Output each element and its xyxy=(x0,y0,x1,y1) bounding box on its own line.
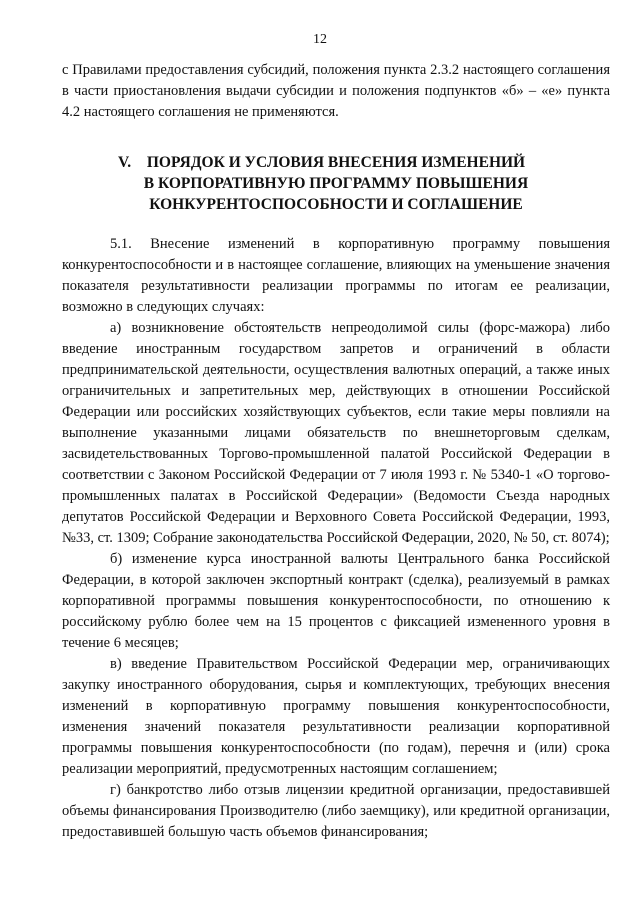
document-body xyxy=(62,60,610,843)
section-heading xyxy=(62,152,610,215)
paragraph-b: б) изменение курса иностранной валюты Центрального банка Российской Федерации, в которой заключен экспортный контракт (сделка), реализуемый в рамках корпоративной программы повышения конкурентоспособности, по отношению к российскому рублю более чем на 15 процентов с фиксацией измененного уровня в течение 6 месяцев; xyxy=(62,551,610,651)
section-number: V. xyxy=(118,154,132,171)
paragraph-v: в) введение Правительством Российской Федерации мер, ограничивающих закупку иностранного оборудования, сырья и комплектующих, требующих внесения изменений в корпоративную программу повышения конкурентоспособности, изменения значений показателя результативности реализации корпоративной программы повышения конкурентоспособности (по годам), перечня и (или) срока реализации мероприятий, предусмотренных настоящим соглашением; xyxy=(62,656,610,777)
paragraph-a: а) возникновение обстоятельств непреодолимой силы (форс-мажора) либо введение иностранным государством запретов и ограничений в области предпринимательской деятельности, осуществления валютных операций, а также иных ограничительных и запретительных мер, действующих в отношении Российской Федерации или российских хозяйствующих субъектов, если такие меры повлияли на выполнение указанными лицами обязательств по внешнеторговым сделкам, засвидетельствованных Торгово-промышленной палатой Российской Федерации в соответствии с Законом Российской Федерации от 7 июля 1993 г. № 5340-1 «О торгово-промышленных палатах в Российской Федерации» (Ведомости Съезда народных депутатов Российской Федерации и Верховного Совета Российской Федерации, 1993, №33, ст. 1309; Собрание законодательства Российской Федерации, 2020, № 50, ст. 8074); xyxy=(62,320,610,546)
section-title-line-3: КОНКУРЕНТОСПОСОБНОСТИ И СОГЛАШЕНИЕ xyxy=(149,196,523,213)
section-title-line-1: ПОРЯДОК И УСЛОВИЯ ВНЕСЕНИЯ ИЗМЕНЕНИЙ xyxy=(146,154,526,171)
paragraph-5-1: 5.1. Внесение изменений в корпоративную программу повышения конкурентоспособности и в настоящее соглашение, влияющих на уменьшение значения показателя результативности реализации программы по итогам ее реализации, возможно в следующих случаях: xyxy=(62,236,610,315)
section-title-line-2: В КОРПОРАТИВНУЮ ПРОГРАММУ ПОВЫШЕНИЯ xyxy=(143,175,529,192)
intro-paragraph: с Правилами предоставления субсидий, положения пункта 2.3.2 настоящего соглашения в части приостановления выдачи субсидии и положения подпунктов «б» – «е» пункта 4.2 настоящего соглашения не применяются. xyxy=(62,62,610,120)
paragraph-g: г) банкротство либо отзыв лицензии кредитной организации, предоставившей объемы финансирования Производителю (либо заемщику), или кредитной организации, предоставившей большую часть объемов финансирования; xyxy=(62,782,610,840)
page-number: 12 xyxy=(313,32,327,47)
